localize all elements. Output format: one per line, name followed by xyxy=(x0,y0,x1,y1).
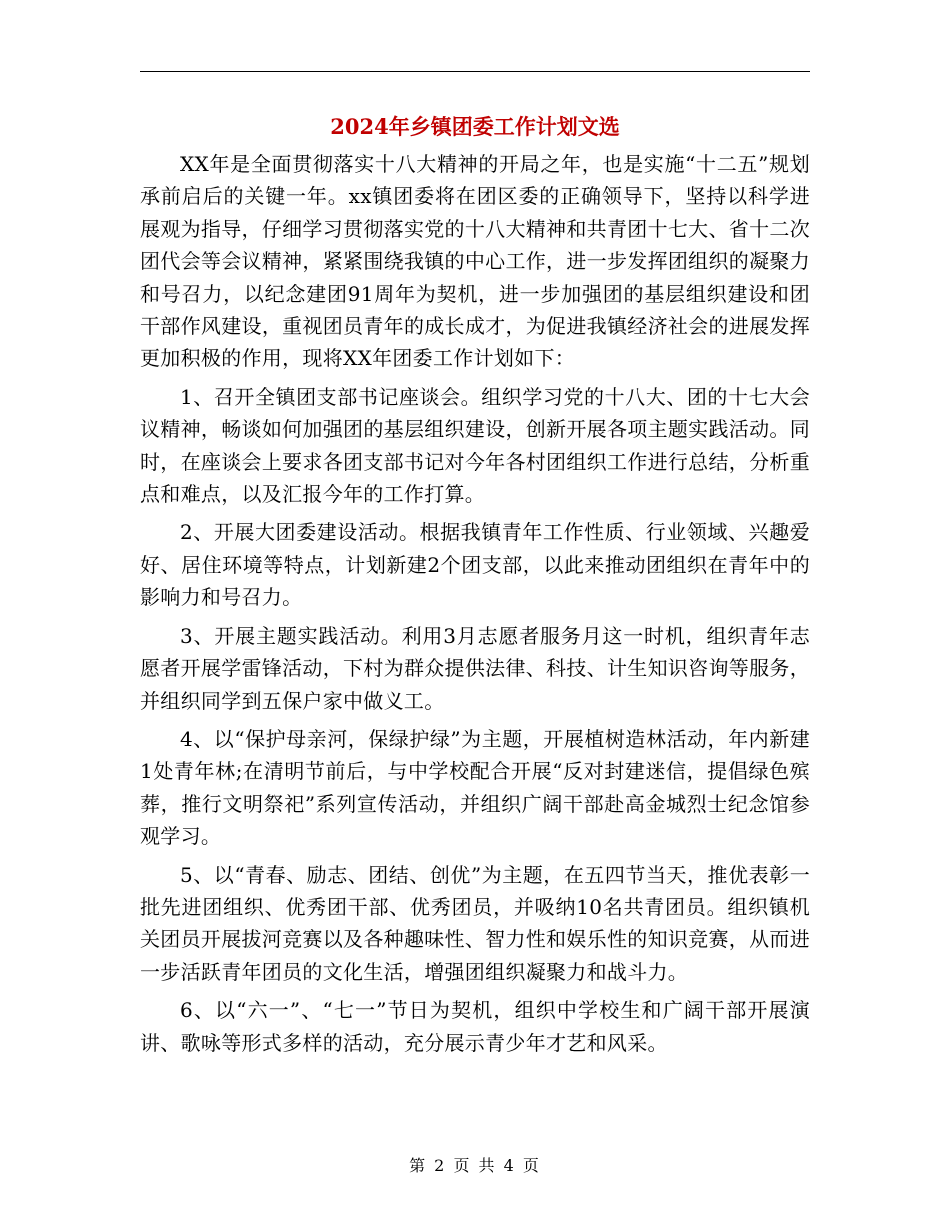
paragraph-intro: XX年是全面贯彻落实十八大精神的开局之年，也是实施“十二五”规划承前启后的关键一年。xx镇团委将在团区委的正确领导下，坚持以科学进展观为指导，仔细学习贯彻落实党的十八大精神和共青团十七大、省十二次团代会等会议精神，紧紧围绕我镇的中心工作，进一步发挥团组织的凝聚力和号召力，以纪念建团91周年为契机，进一步加强团的基层组织建设和团干部作风建设，重视团员青年的成长成才，为促进我镇经济社会的进展发挥更加积极的作用，现将XX年团委工作计划如下： xyxy=(140,152,810,371)
header-rule xyxy=(140,71,810,72)
page-number-footer: 第 2 页 共 4 页 xyxy=(409,1156,541,1175)
document-title: 2024年乡镇团委工作计划文选 xyxy=(330,114,620,139)
paragraph-item-2: 2、开展大团委建设活动。根据我镇青年工作性质、行业领域、兴趣爱好、居住环境等特点，计划新建2个团支部，以此来推动团组织在青年中的影响力和号召力。 xyxy=(140,520,810,610)
paragraph-item-3: 3、开展主题实践活动。利用3月志愿者服务月这一时机，组织青年志愿者开展学雷锋活动，下村为群众提供法律、科技、计生知识咨询等服务，并组织同学到五保户家中做义工。 xyxy=(140,623,810,713)
paragraph-item-1: 1、召开全镇团支部书记座谈会。组织学习党的十八大、团的十七大会议精神，畅谈如何加强团的基层组织建设，创新开展各项主题实践活动。同时，在座谈会上要求各团支部书记对今年各村团组织工作进行总结，分析重点和难点，以及汇报今年的工作打算。 xyxy=(140,384,810,507)
document-body xyxy=(140,148,810,1059)
paragraph-item-4: 4、以“保护母亲河，保绿护绿”为主题，开展植树造林活动，年内新建1处青年林;在清明节前后，与中学校配合开展“反对封建迷信，提倡绿色殡葬，推行文明祭祀”系列宣传活动，并组织广阔干部赴高金城烈士纪念馆参观学习。 xyxy=(140,726,810,849)
paragraph-item-6: 6、以“六一”、“七一”节日为契机，组织中学校生和广阔干部开展演讲、歌咏等形式多样的活动，充分展示青少年才艺和风采。 xyxy=(140,998,810,1055)
paragraph-item-5: 5、以“青春、励志、团结、创优”为主题，在五四节当天，推优表彰一批先进团组织、优秀团干部、优秀团员，并吸纳10名共青团员。组织镇机关团员开展拔河竞赛以及各种趣味性、智力性和娱乐性的知识竞赛，从而进一步活跃青年团员的文化生活，增强团组织凝聚力和战斗力。 xyxy=(140,862,810,984)
